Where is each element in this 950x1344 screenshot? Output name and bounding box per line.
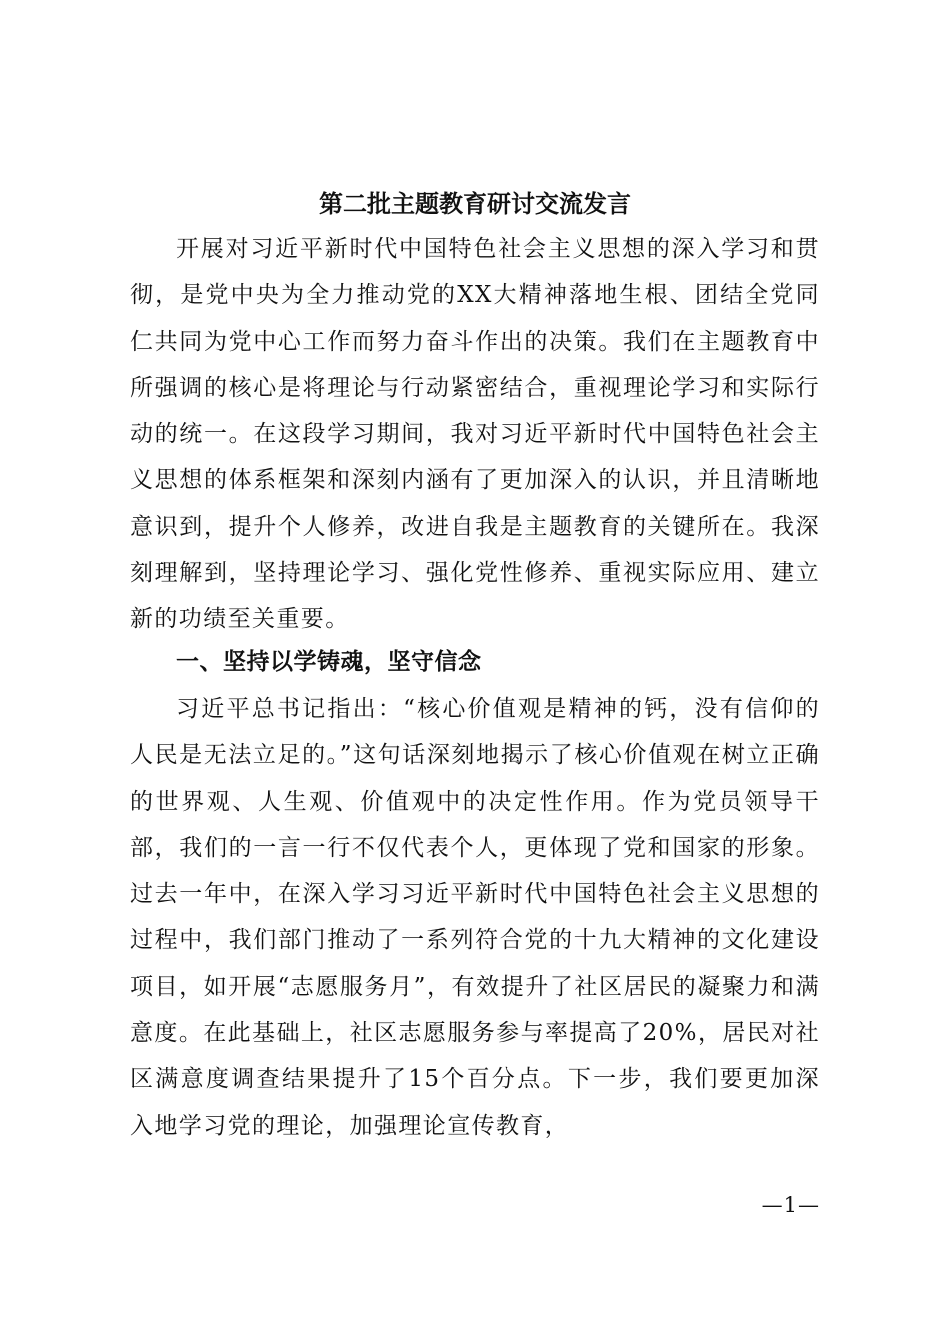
page-number: —1— — [761, 1193, 820, 1217]
section-paragraph: 习近平总书记指出：“核心价值观是精神的钙，没有信仰的人民是无法立足的。”这句话深刻地揭示了核心价值观在树立正确的世界观、人生观、价值观中的决定性作用。作为党员领导干部，我们的一言一行不仅代表个人，更体现了党和国家的形象。过去一年中，在深入学习习近平新时代中国特色社会主义思想的过程中，我们部门推动了一系列符合党的十九大精神的文化建设项目，如开展“志愿服务月”，有效提升了社区居民的凝聚力和满意度。在此基础上，社区志愿服务参与率提高了20%，居民对社区满意度调查结果提升了15个百分点。下一步，我们要更加深入地学习党的理论，加强理论宣传教育， — [130, 696, 820, 1139]
intro-paragraph: 开展对习近平新时代中国特色社会主义思想的深入学习和贯彻，是党中央为全力推动党的XX大精神落地生根、团结全党同仁共同为党中心工作而努力奋斗作出的决策。我们在主题教育中所强调的核心是将理论与行动紧密结合，重视理论学习和实际行动的统一。在这段学习期间，我对习近平新时代中国特色社会主义思想的体系框架和深刻内涵有了更加深入的认识，并且清晰地意识到，提升个人修养，改进自我是主题教育的关键所在。我深刻理解到，坚持理论学习、强化党性修养、重视实际应用、建立新的功绩至关重要。 — [130, 236, 820, 633]
document-title: 第二批主题教育研讨交流发言 — [319, 190, 631, 218]
section-heading: 一、坚持以学铸魂，坚守信念 — [176, 649, 482, 675]
